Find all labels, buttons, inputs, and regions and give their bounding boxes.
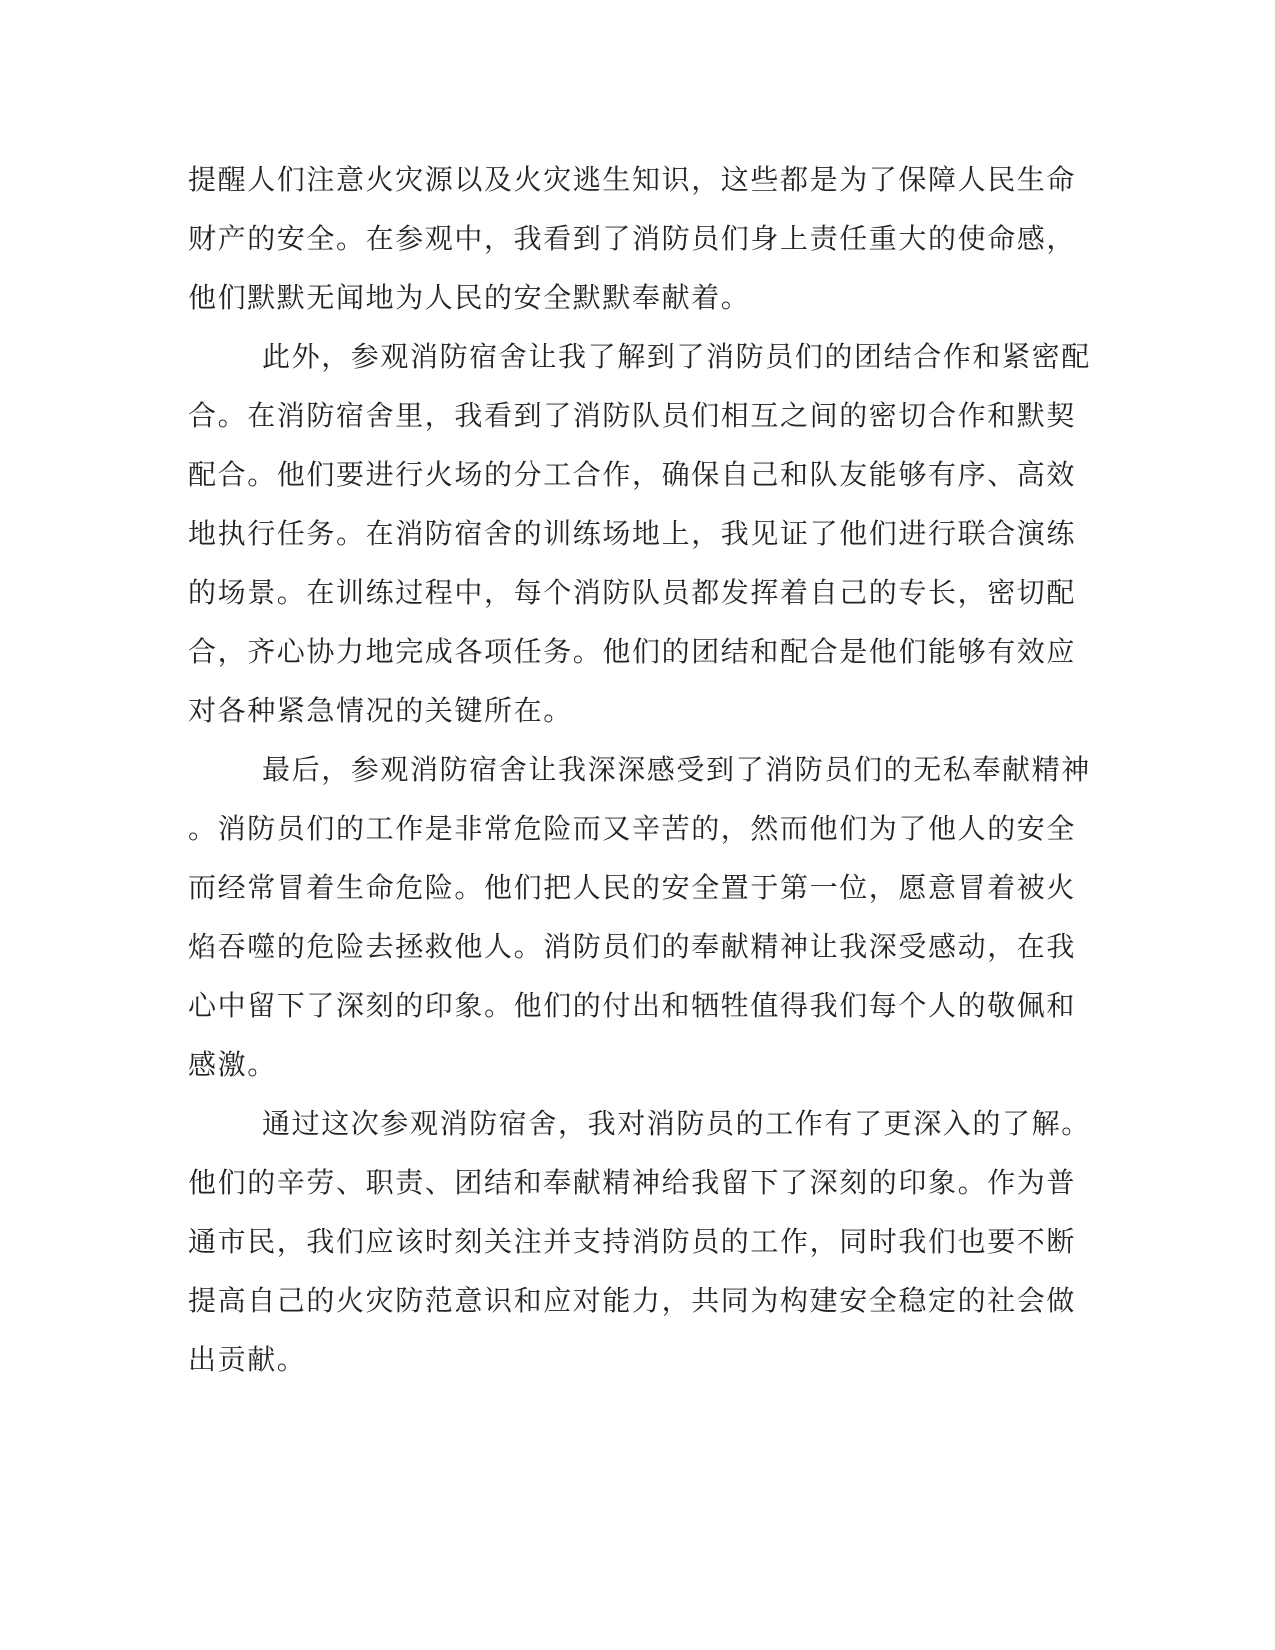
text-line: 地执行任务。在消防宿舍的训练场地上，我见证了他们进行联合演练 bbox=[188, 517, 1077, 550]
text-line: 感激。 bbox=[188, 1048, 277, 1081]
text-line: 配合。他们要进行火场的分工合作，确保自己和队友能够有序、高效 bbox=[188, 458, 1077, 491]
text-line: 合。在消防宿舍里，我看到了消防队员们相互之间的密切合作和默契 bbox=[188, 399, 1077, 432]
text-line: 对各种紧急情况的关键所在。 bbox=[188, 694, 573, 727]
text-line: 他们的辛劳、职责、团结和奉献精神给我留下了深刻的印象。作为普 bbox=[188, 1166, 1077, 1199]
text-line: 焰吞噬的危险去拯救他人。消防员们的奉献精神让我深受感动，在我 bbox=[188, 930, 1077, 963]
text-line: 合，齐心协力地完成各项任务。他们的团结和配合是他们能够有效应 bbox=[188, 635, 1077, 668]
text-line: 心中留下了深刻的印象。他们的付出和牺牲值得我们每个人的敬佩和 bbox=[188, 989, 1077, 1022]
text-line: 最后，参观消防宿舍让我深深感受到了消防员们的无私奉献精神 bbox=[262, 753, 1091, 786]
text-line: 的场景。在训练过程中，每个消防队员都发挥着自己的专长，密切配 bbox=[188, 576, 1077, 609]
text-line: 财产的安全。在参观中，我看到了消防员们身上责任重大的使命感， bbox=[188, 222, 1077, 255]
text-line: 提醒人们注意火灾源以及火灾逃生知识，这些都是为了保障人民生命 bbox=[188, 163, 1077, 196]
text-line: 通市民，我们应该时刻关注并支持消防员的工作，同时我们也要不断 bbox=[188, 1225, 1077, 1258]
text-line: 通过这次参观消防宿舍，我对消防员的工作有了更深入的了解。 bbox=[262, 1107, 1091, 1140]
text-line: 。消防员们的工作是非常危险而又辛苦的，然而他们为了他人的安全 bbox=[188, 812, 1077, 845]
text-line: 他们默默无闻地为人民的安全默默奉献着。 bbox=[188, 281, 751, 314]
text-line: 出贡献。 bbox=[188, 1343, 307, 1376]
text-line: 提高自己的火灾防范意识和应对能力，共同为构建安全稳定的社会做 bbox=[188, 1284, 1077, 1317]
text-line: 而经常冒着生命危险。他们把人民的安全置于第一位，愿意冒着被火 bbox=[188, 871, 1077, 904]
text-line: 此外，参观消防宿舍让我了解到了消防员们的团结合作和紧密配 bbox=[262, 340, 1091, 373]
